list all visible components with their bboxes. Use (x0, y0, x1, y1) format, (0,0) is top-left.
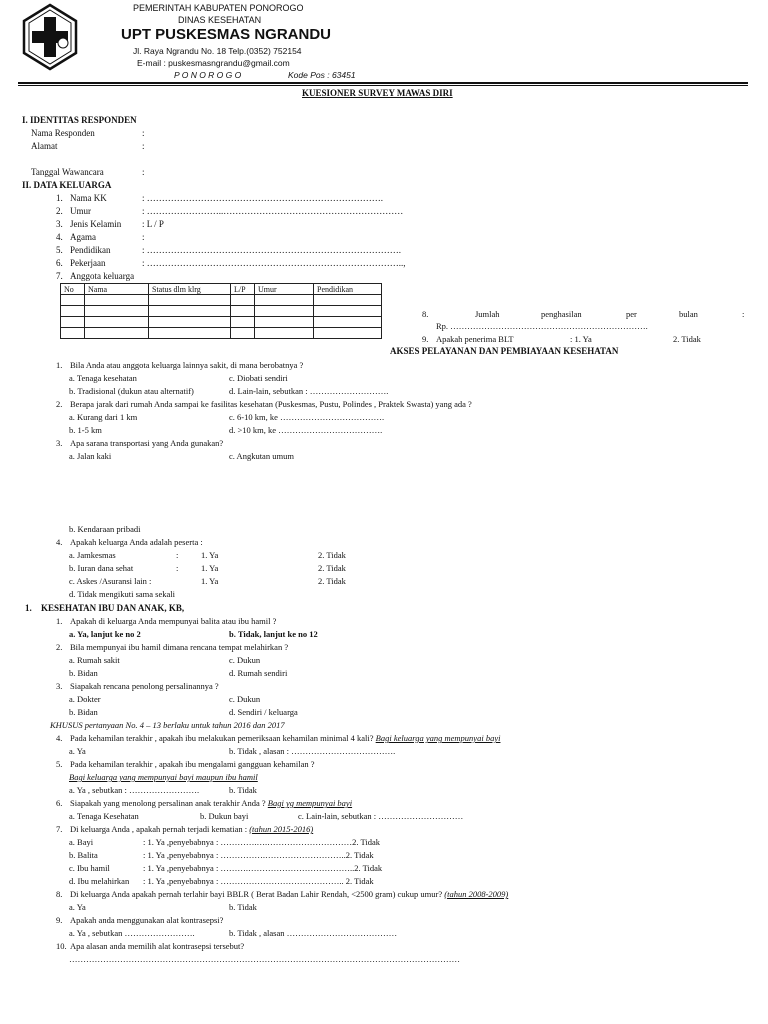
question-note: (tahun 2008-2009) (444, 889, 509, 899)
question-text-main: Siapakah yang menolong persalinan anak terakhir Anda ? (70, 798, 268, 808)
option-text: d. Sendiri / keluarga (229, 707, 298, 717)
question-text: Apakah di keluarga Anda mempunyai balita atau ibu hamil ? (70, 616, 277, 626)
option-text: d. Tidak mengikuti sama sekali (69, 589, 176, 599)
field-nama-responden-colon: : (142, 128, 145, 138)
field-pekerjaan-label: Pekerjaan (70, 258, 106, 268)
option-ya: 1. Ya (201, 576, 219, 586)
header-postal-code: Kode Pos : 63451 (288, 70, 356, 80)
option-ya: 1. Ya (201, 563, 219, 573)
option-text: d. Ibu melahirkan (69, 876, 130, 886)
field-penghasilan-word: Jumlah (475, 309, 500, 319)
question-text (70, 798, 352, 808)
field-nama-responden-label: Nama Responden (31, 128, 95, 138)
option-text: d. Rumah sendiri (229, 668, 288, 678)
question-text: Pada kehamilan terakhir , apakah ibu mengalami gangguan kehamilan ? (70, 759, 315, 769)
puskesmas-logo-icon (22, 3, 78, 71)
table-header-cell: Nama (85, 284, 149, 295)
option-text: c. Askes /Asuransi lain : (69, 576, 152, 586)
table-row (61, 328, 382, 339)
field-penghasilan-word: per (626, 309, 637, 319)
item-number: 3. (56, 438, 63, 448)
table-header-cell: Status dlm klrg (149, 284, 231, 295)
item-number: 7. (56, 824, 63, 834)
field-jenis-kelamin-label: Jenis Kelamin (70, 219, 122, 229)
header-department: DINAS KESEHATAN (178, 15, 262, 25)
section-akses-title: AKSES PELAYANAN DAN PEMBIAYAAN KESEHATAN (390, 346, 619, 356)
option-text: a. Jalan kaki (69, 451, 112, 461)
field-umur-label: Umur (70, 206, 91, 216)
option-tidak: 2. Tidak (318, 563, 346, 573)
item-number: 6. (56, 798, 63, 808)
field-nama-kk-label: Nama KK (70, 193, 107, 203)
option-text: : 1. Ya ,penyebabnya : ………….….…………………………2. Tidak (143, 837, 381, 847)
option-text: a. Ya , sebutkan : ……………………. (69, 785, 200, 795)
option-text: a. Tenaga kesehatan (69, 373, 137, 383)
question-text: Berapa jarak dari rumah Anda sampai ke fasilitas kesehatan (Puskesmas, Pustu, Polindes , Praktek Swasta) yang ada ? (70, 399, 472, 409)
document-title: KUESIONER SURVEY MAWAS DIRI (302, 88, 453, 98)
header-institution-name: UPT PUSKESMAS NGRANDU (121, 26, 332, 43)
option-text: a. Kurang dari 1 km (69, 412, 138, 422)
field-nama-kk-dots: : ……………………………………………………………………. (142, 193, 384, 203)
option-text: b. Bidan (69, 668, 98, 678)
question-text (70, 824, 313, 834)
anggota-keluarga-table (60, 283, 382, 339)
question-note: Bagi keluarga yang mempunyai bayi maupun ibu hamil (69, 772, 258, 782)
field-tanggal-colon: : (142, 167, 145, 177)
question-text: Apa alasan anda memilih alat kontrasepsi tersebut? (70, 941, 245, 951)
field-pendidikan-label: Pendidikan (70, 245, 111, 255)
table-header-row (61, 284, 382, 295)
item-number: 2. (56, 642, 63, 652)
section-identitas-title: I. IDENTITAS RESPONDEN (22, 115, 137, 125)
option-text: d. Lain-lain, sebutkan : ………………………. (229, 386, 389, 396)
field-umur-dots: : ……………………..…………………………………………………… (142, 206, 404, 216)
table-header-cell: Pendidikan (314, 284, 382, 295)
item-number: 1. (56, 360, 63, 370)
item-number: 5. (56, 759, 63, 769)
header-government: PEMERINTAH KABUPATEN PONOROGO (133, 3, 304, 13)
item-number: 7. (56, 271, 63, 281)
option-text: c. Angkutan umum (229, 451, 294, 461)
section-kia-title: KESEHATAN IBU DAN ANAK, KB, (41, 603, 185, 613)
question-text: Bila Anda atau anggota keluarga lainnya sakit, di mana berobatnya ? (70, 360, 304, 370)
option-tidak: 2. Tidak (318, 550, 346, 560)
field-agama-label: Agama (70, 232, 96, 242)
option-text: b. Tidak , alasan ………………………………… (229, 928, 398, 938)
field-alamat-colon: : (142, 141, 145, 151)
item-number: 8. (422, 309, 429, 319)
field-blt-label: Apakah penerima BLT (436, 334, 514, 344)
item-number: 9. (56, 915, 63, 925)
field-blt-ya: : 1. Ya (570, 334, 592, 344)
option-text: a. Jamkesmas (69, 550, 116, 560)
question-text-main: Di keluarga Anda , apakah pernah terjadi kematian : (70, 824, 250, 834)
option-text: a. Ya , sebutkan ……………………. (69, 928, 195, 938)
item-number: 1. (56, 193, 63, 203)
option-text: a. Ya (69, 746, 86, 756)
option-colon: : (176, 550, 179, 560)
option-text: b. Bidan (69, 707, 98, 717)
option-text: : 1. Ya ,penyebabnya : ……….………………………………..2. Tidak (143, 863, 383, 873)
option-text: c. Lain-lain, sebutkan : ………………………… (298, 811, 464, 821)
option-text: a. Ya, lanjut ke no 2 (69, 629, 141, 639)
option-text: b. Tidak (229, 902, 257, 912)
item-number: 8. (56, 889, 63, 899)
item-number: 4. (56, 733, 63, 743)
section-data-keluarga-title: II. DATA KELUARGA (22, 180, 112, 190)
field-blt-tidak: 2. Tidak (673, 334, 701, 344)
option-colon: : (176, 563, 179, 573)
item-number: 6. (56, 258, 63, 268)
option-text: a. Tenaga Kesehatan (69, 811, 139, 821)
option-text: b. Kendaraan pribadi (69, 524, 141, 534)
header-divider-thick (18, 82, 748, 84)
option-text: b. Iuran dana sehat (69, 563, 134, 573)
question-text: Apakah keluarga Anda adalah peserta : (70, 537, 203, 547)
question-text: Bila mempunyai ibu hamil dimana rencana tempat melahirkan ? (70, 642, 289, 652)
option-text: : 1. Ya ,penyebabnya : …………….………………………..2. Tidak (143, 850, 374, 860)
option-text: d. >10 km, ke ………………………………. (229, 425, 383, 435)
question-text: Apa sarana transportasi yang Anda gunakan? (70, 438, 224, 448)
item-number: 9. (422, 334, 429, 344)
field-penghasilan-word: penghasilan (541, 309, 582, 319)
header-address: Jl. Raya Ngrandu No. 18 Telp.(0352) 752154 (133, 46, 302, 56)
option-text: a. Rumah sakit (69, 655, 120, 665)
item-number: 2. (56, 399, 63, 409)
option-text: b. Dukun bayi (200, 811, 249, 821)
special-note: KHUSUS pertanyaan No. 4 – 13 berlaku untuk tahun 2016 dan 2017 (50, 720, 285, 730)
question-note: Bagi keluarga yang mempunyai bayi (375, 733, 501, 743)
option-text: c. 6-10 km, ke ………………………………. (229, 412, 385, 422)
option-text: b. Tidak , alasan : ………………………………. (229, 746, 396, 756)
option-text: b. 1-5 km (69, 425, 102, 435)
option-ya: 1. Ya (201, 550, 219, 560)
field-penghasilan-rp: Rp. ……………………………………………………………. (436, 321, 648, 331)
table-row (61, 317, 382, 328)
header-divider-thin (18, 85, 748, 86)
question-note: (tahun 2015-2016) (249, 824, 314, 834)
option-text: b. Balita (69, 850, 98, 860)
field-penghasilan-colon: : (742, 309, 745, 319)
option-text: b. Tidak, lanjut ke no 12 (229, 629, 318, 639)
item-number: 3. (56, 681, 63, 691)
field-alamat-label: Alamat (31, 141, 58, 151)
question-text-main: Pada kehamilan terakhir , apakah ibu melakukan pemeriksaan kehamilan minimal 4 kali? (70, 733, 376, 743)
answer-dots: ………………………………………………………………………………………………………………………… (69, 954, 460, 964)
table-row (61, 295, 382, 306)
item-number: 1. (56, 616, 63, 626)
option-text: c. Diobati sendiri (229, 373, 288, 383)
question-text (70, 889, 508, 899)
question-text: Apakah anda menggunakan alat kontrasepsi? (70, 915, 224, 925)
table-header-cell: L/P (231, 284, 255, 295)
field-tanggal-label: Tanggal Wawancara (31, 167, 104, 177)
option-text: : 1. Ya ,penyebabnya : …………………………………….. 2. Tidak (143, 876, 374, 886)
option-text: c. Ibu hamil (69, 863, 110, 873)
header-email: E-mail : puskesmasngrandu@gmail.com (137, 58, 290, 68)
field-pekerjaan-dots: : ………………………………………………………………………….., (142, 258, 406, 268)
section-kia-number: 1. (25, 603, 32, 613)
option-text: b. Tidak (229, 785, 257, 795)
question-text (70, 733, 500, 743)
field-pendidikan-dots: : …………………………………………………………………………. (142, 245, 402, 255)
item-number: 4. (56, 232, 63, 242)
option-text: a. Bayi (69, 837, 94, 847)
option-text: a. Dokter (69, 694, 101, 704)
question-text: Siapakah rencana penolong persalinannya ? (70, 681, 219, 691)
option-text: c. Dukun (229, 694, 261, 704)
option-tidak: 2. Tidak (318, 576, 346, 586)
table-row (61, 306, 382, 317)
item-number: 3. (56, 219, 63, 229)
field-agama-colon: : (142, 232, 145, 242)
option-text: a. Ya (69, 902, 86, 912)
item-number: 10. (56, 941, 67, 951)
header-city: P O N O R O G O (174, 70, 242, 80)
field-jenis-kelamin-value: : L / P (142, 219, 164, 229)
question-text-main: Di keluarga Anda apakah pernah terlahir bayi BBLR ( Berat Badan Lahir Rendah, <2500 gram) cukup umur? (70, 889, 445, 899)
item-number: 4. (56, 537, 63, 547)
item-number: 2. (56, 206, 63, 216)
table-header-cell: No (61, 284, 85, 295)
question-note: Bagi yg mempunyai bayi (267, 798, 353, 808)
option-text: c. Dukun (229, 655, 261, 665)
table-header-cell: Umur (255, 284, 314, 295)
option-text: b. Tradisional (dukun atau alternatif) (69, 386, 194, 396)
field-anggota-keluarga-label: Anggota keluarga (70, 271, 135, 281)
item-number: 5. (56, 245, 63, 255)
field-penghasilan-word: bulan (679, 309, 698, 319)
